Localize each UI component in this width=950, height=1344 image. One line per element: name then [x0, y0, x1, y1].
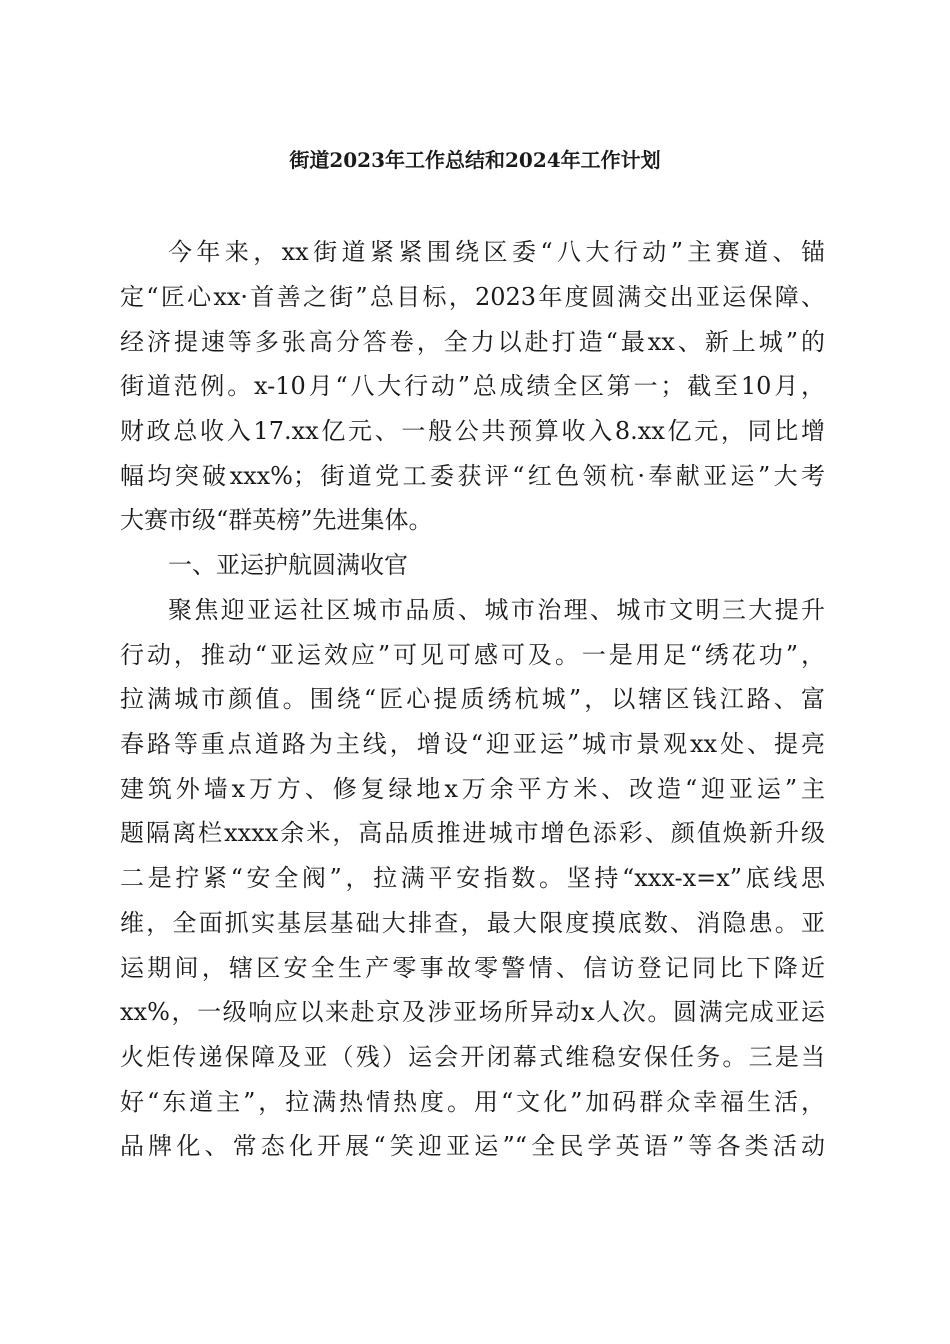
- section1-line-12: 好“东道主”，拉满热情热度。用“文化”加码群众幸福生活，: [120, 1088, 825, 1116]
- intro-line-1: 今年来，xx街道紧紧围绕区委“八大行动”主赛道、锚: [168, 238, 825, 266]
- section1-line-10: xx%，一级响应以来赴京及涉亚场所异动x人次。圆满完成亚运: [120, 998, 825, 1026]
- section1-line-5: 建筑外墙x万方、修复绿地x万余平方米、改造“迎亚运”主: [120, 775, 825, 803]
- intro-line-2: 定“匠心xx·首善之街”总目标，2023年度圆满交出亚运保障、: [120, 283, 825, 311]
- section1-line-4: 春路等重点道路为主线，增设“迎亚运”城市景观xx处、提亮: [120, 730, 825, 758]
- intro-line-7: 大赛市级“群英榜”先进集体。: [120, 506, 433, 534]
- intro-line-6: 幅均突破xxx%；街道党工委获评“红色领杭·奉献亚运”大考: [120, 462, 825, 490]
- section1-line-11: 火炬传递保障及亚（残）运会开闭幕式维稳安保任务。三是当: [120, 1043, 825, 1071]
- section1-line-3: 拉满城市颜值。围绕“匠心提质绣杭城”，以辖区钱江路、富: [120, 685, 825, 713]
- section1-line-7: 二是拧紧“安全阀”，拉满平安指数。坚持“xxx-x=x”底线思: [120, 864, 825, 892]
- intro-line-4: 街道范例。x-10月“八大行动”总成绩全区第一；截至10月，: [120, 372, 825, 400]
- section1-line-13: 品牌化、常态化开展“笑迎亚运”“全民学英语”等各类活动: [120, 1132, 825, 1160]
- section1-line-6: 题隔离栏xxxx余米，高品质推进城市增色添彩、颜值焕新升级: [120, 819, 825, 847]
- document-title: 街道2023年工作总结和2024年工作计划: [289, 148, 661, 172]
- section1-line-9: 运期间，辖区安全生产零事故零警情、信访登记同比下降近: [120, 954, 825, 982]
- intro-line-5: 财政总收入17.xx亿元、一般公共预算收入8.xx亿元，同比增: [120, 417, 825, 445]
- section-heading: 一、亚运护航圆满收官: [168, 551, 408, 579]
- section1-line-8: 维，全面抓实基层基础大排查，最大限度摸底数、消隐患。亚: [120, 909, 825, 937]
- section1-line-2: 行动，推动“亚运效应”可见可感可及。一是用足“绣花功”，: [120, 641, 825, 669]
- intro-line-3: 经济提速等多张高分答卷，全力以赴打造“最xx、新上城”的: [120, 328, 825, 356]
- section1-line-1: 聚焦迎亚运社区城市品质、城市治理、城市文明三大提升: [168, 596, 825, 624]
